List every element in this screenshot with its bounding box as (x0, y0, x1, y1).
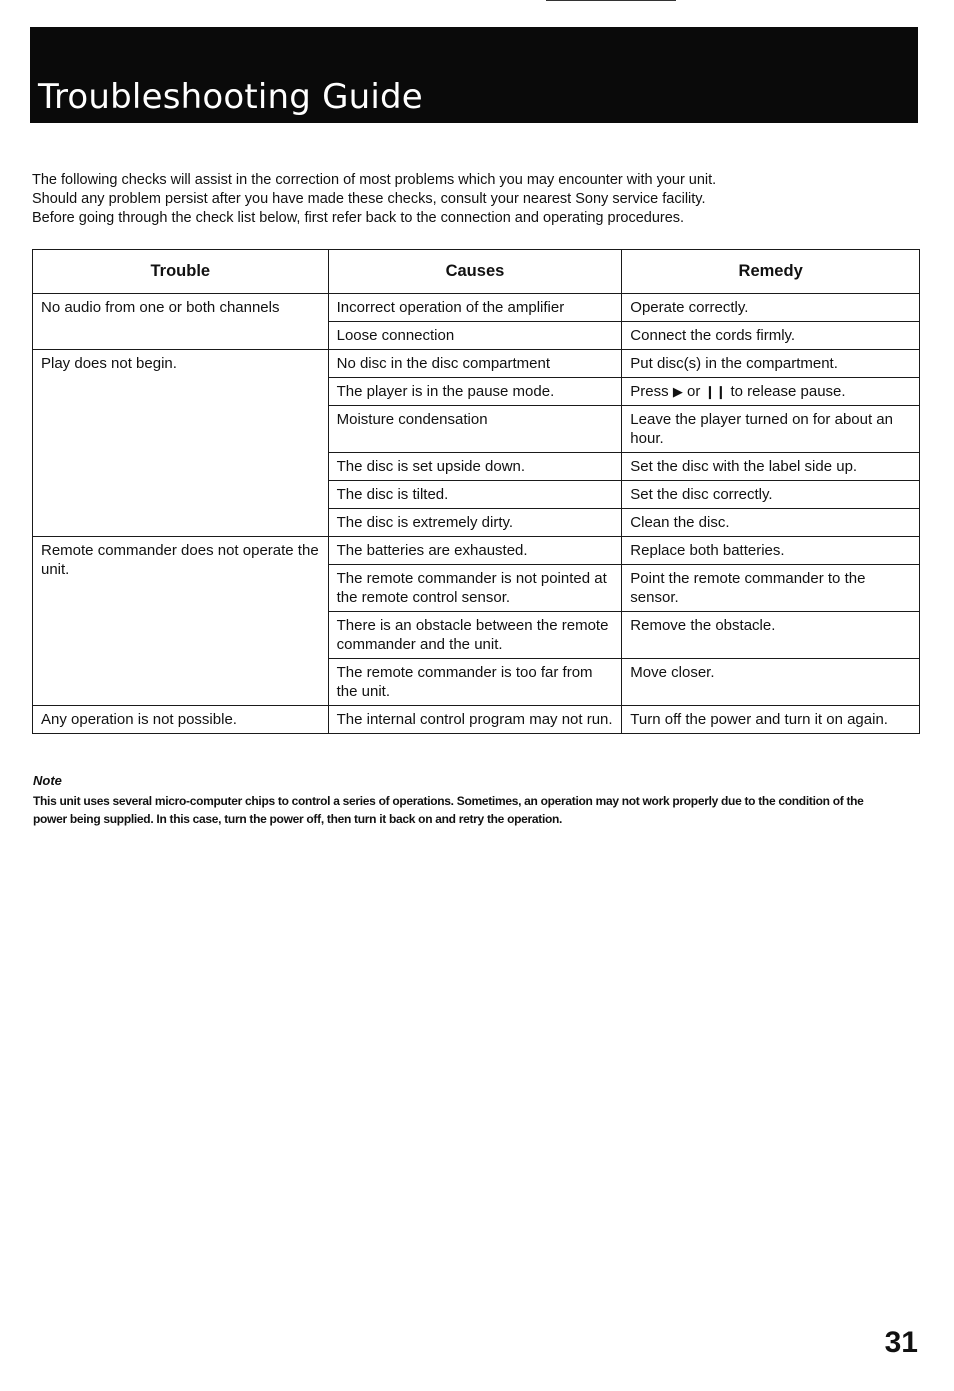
cause-cell: The disc is extremely dirty. (328, 509, 622, 537)
table-row (33, 294, 920, 322)
cause-cell: Incorrect operation of the amplifier (328, 294, 622, 322)
cause-cell: There is an obstacle between the remote commander and the unit. (328, 612, 622, 659)
top-rule (546, 0, 676, 1)
remedy-cell: Replace both batteries. (622, 537, 920, 565)
remedy-cell: Set the disc with the label side up. (622, 453, 920, 481)
trouble-cell: Remote commander does not operate the unit. (33, 537, 329, 706)
remedy-cell: Point the remote commander to the sensor. (622, 565, 920, 612)
header-trouble: Trouble (33, 250, 329, 294)
troubleshooting-table (32, 249, 920, 734)
remedy-cell: Connect the cords firmly. (622, 322, 920, 350)
remedy-text: or (686, 383, 701, 400)
intro-paragraph (32, 171, 912, 228)
trouble-cell: Play does not begin. (33, 350, 329, 537)
cause-cell: The internal control program may not run. (328, 706, 622, 734)
title-bar (30, 27, 918, 123)
remedy-text: Press (630, 383, 669, 400)
table-row (33, 350, 920, 378)
note-label: Note (33, 773, 62, 788)
play-icon: ▶ (672, 384, 683, 399)
cause-cell: The disc is set upside down. (328, 453, 622, 481)
header-remedy: Remedy (622, 250, 920, 294)
cause-cell: The remote commander is not pointed at the remote control sensor. (328, 565, 622, 612)
remedy-cell: Leave the player turned on for about an hour. (622, 406, 920, 453)
remedy-cell: Put disc(s) in the compartment. (622, 350, 920, 378)
intro-line: Should any problem persist after you have made these checks, consult your nearest Sony service facility. (32, 191, 706, 207)
cause-cell: The batteries are exhausted. (328, 537, 622, 565)
remedy-cell: Set the disc correctly. (622, 481, 920, 509)
pause-icon: ❙❙ (704, 384, 727, 399)
cause-cell: Loose connection (328, 322, 622, 350)
table-header-row (33, 250, 920, 294)
cause-cell: No disc in the disc compartment (328, 350, 622, 378)
remedy-cell: Move closer. (622, 659, 920, 706)
page-title: Troubleshooting Guide (38, 77, 423, 117)
remedy-cell: Operate correctly. (622, 294, 920, 322)
table-row (33, 706, 920, 734)
remedy-cell (622, 378, 920, 406)
intro-line: The following checks will assist in the correction of most problems which you may encounter with your unit. (32, 172, 717, 188)
header-causes: Causes (328, 250, 622, 294)
remedy-text: to release pause. (730, 383, 846, 400)
intro-line: Before going through the check list below, first refer back to the connection and operating procedures. (32, 210, 685, 226)
note-text: This unit uses several micro-computer chips to control a series of operations. Sometimes, an operation may not work properly due to the condition of the power being supplied. In this case, turn the power off, then turn it back on and retry the operation. (33, 794, 864, 826)
cause-cell: Moisture condensation (328, 406, 622, 453)
remedy-cell: Clean the disc. (622, 509, 920, 537)
trouble-cell: Any operation is not possible. (33, 706, 329, 734)
cause-cell: The disc is tilted. (328, 481, 622, 509)
remedy-cell: Remove the obstacle. (622, 612, 920, 659)
page-number: 31 (884, 1326, 918, 1359)
table-row (33, 537, 920, 565)
remedy-cell: Turn off the power and turn it on again. (622, 706, 920, 734)
cause-cell: The remote commander is too far from the unit. (328, 659, 622, 706)
trouble-cell: No audio from one or both channels (33, 294, 329, 350)
cause-cell: The player is in the pause mode. (328, 378, 622, 406)
